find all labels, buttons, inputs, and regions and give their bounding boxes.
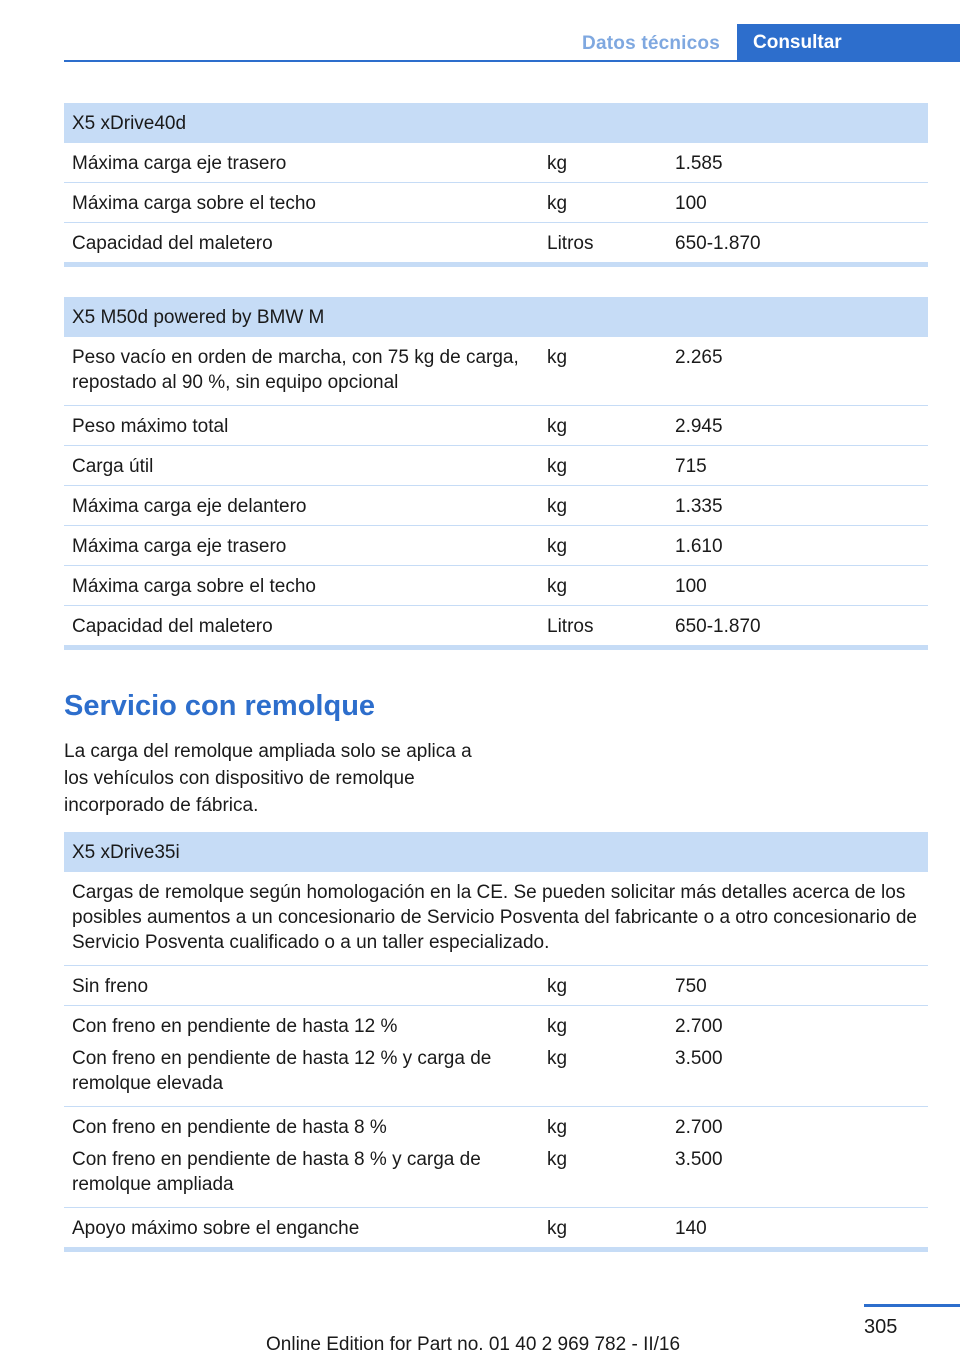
row-label: Con freno en pendiente de hasta 12 % y carga de remolque elevada bbox=[72, 1048, 492, 1094]
row-value: 100 bbox=[667, 566, 928, 606]
row-unit-group bbox=[539, 1107, 667, 1208]
row-label-group bbox=[64, 1107, 539, 1208]
table-title: X5 xDrive40d bbox=[64, 103, 928, 143]
row-label: Sin freno bbox=[64, 966, 539, 1006]
table-row bbox=[64, 446, 928, 486]
page-number: 305 bbox=[864, 1316, 898, 1338]
row-value-group bbox=[667, 1107, 928, 1208]
row-unit: kg bbox=[539, 526, 667, 566]
table-row bbox=[64, 1208, 928, 1250]
row-label: Máxima carga sobre el techo bbox=[64, 566, 539, 606]
row-label: Capacidad del maletero bbox=[64, 223, 539, 265]
table-row bbox=[64, 1107, 928, 1208]
table-row bbox=[64, 223, 928, 265]
table-row bbox=[64, 566, 928, 606]
table-title: X5 M50d powered by BMW M bbox=[64, 297, 928, 337]
row-label-group bbox=[64, 1006, 539, 1107]
table-row bbox=[64, 337, 928, 406]
row-unit: kg bbox=[539, 143, 667, 183]
row-label: Peso vacío en orden de marcha, con 75 kg de carga, repostado al 90 %, sin equipo opcional bbox=[64, 337, 539, 406]
row-label: Con freno en pendiente de hasta 12 % bbox=[72, 1016, 398, 1037]
table-note-row bbox=[64, 872, 928, 966]
row-label: Peso máximo total bbox=[64, 406, 539, 446]
row-value: 1.335 bbox=[667, 486, 928, 526]
row-value: 750 bbox=[667, 966, 928, 1006]
row-label: Máxima carga eje delantero bbox=[64, 486, 539, 526]
table-row bbox=[64, 966, 928, 1006]
row-value: 2.700 bbox=[675, 1117, 723, 1138]
row-unit: kg bbox=[539, 337, 667, 406]
table-note: Cargas de remolque según homologación en la CE. Se pueden solicitar más detalles acerca de los posibles aumentos a un concesionario de Servicio Posventa del fabricante o a otro concesionario de Servicio Posventa cualificado o a un taller especializado. bbox=[64, 872, 928, 966]
row-value: 2.945 bbox=[667, 406, 928, 446]
row-unit: kg bbox=[547, 1016, 568, 1037]
row-label: Apoyo máximo sobre el enganche bbox=[64, 1208, 539, 1250]
row-unit: Litros bbox=[539, 606, 667, 648]
table-title: X5 xDrive35i bbox=[64, 832, 928, 872]
row-value: 650-1.870 bbox=[667, 606, 928, 648]
row-value: 2.265 bbox=[667, 337, 928, 406]
table-row bbox=[64, 526, 928, 566]
table-row bbox=[64, 183, 928, 223]
header-section-label: Datos técnicos bbox=[582, 33, 720, 54]
table-row bbox=[64, 406, 928, 446]
section-body: La carga del remolque ampliada solo se aplica a los vehículos con dispositivo de remolque incorporado de fábrica. bbox=[64, 741, 472, 816]
edition-footer: Online Edition for Part no. 01 40 2 969 782 - II/16 bbox=[266, 1334, 681, 1355]
row-label: Máxima carga eje trasero bbox=[64, 143, 539, 183]
page-number-rule bbox=[864, 1304, 960, 1307]
row-unit: kg bbox=[539, 966, 667, 1006]
row-label: Con freno en pendiente de hasta 8 % y carga de remolque ampliada bbox=[72, 1149, 481, 1195]
row-value: 1.610 bbox=[667, 526, 928, 566]
row-unit: kg bbox=[547, 1048, 568, 1069]
row-value: 2.700 bbox=[675, 1016, 723, 1037]
row-unit: kg bbox=[547, 1117, 568, 1138]
row-unit: kg bbox=[539, 566, 667, 606]
row-value: 3.500 bbox=[675, 1048, 723, 1069]
row-value: 715 bbox=[667, 446, 928, 486]
row-value: 3.500 bbox=[675, 1149, 723, 1170]
row-value: 100 bbox=[667, 183, 928, 223]
row-label: Máxima carga sobre el techo bbox=[64, 183, 539, 223]
row-value: 650-1.870 bbox=[667, 223, 928, 265]
row-unit: kg bbox=[539, 446, 667, 486]
row-value: 1.585 bbox=[667, 143, 928, 183]
row-unit: kg bbox=[547, 1149, 568, 1170]
row-label: Máxima carga eje trasero bbox=[64, 526, 539, 566]
row-unit: Litros bbox=[539, 223, 667, 265]
row-label: Carga útil bbox=[64, 446, 539, 486]
spec-table-x5-xdrive40d bbox=[64, 103, 928, 267]
spec-table-x5-xdrive35i bbox=[64, 832, 928, 1252]
row-unit: kg bbox=[539, 486, 667, 526]
section-title: Servicio con remolque bbox=[64, 690, 376, 722]
table-row bbox=[64, 1006, 928, 1107]
row-value: 140 bbox=[667, 1208, 928, 1250]
header-tab-consultar[interactable]: Consultar bbox=[737, 24, 960, 62]
spec-table-x5-m50d bbox=[64, 297, 928, 650]
row-label: Con freno en pendiente de hasta 8 % bbox=[72, 1117, 387, 1138]
header-divider bbox=[64, 60, 960, 62]
row-unit-group bbox=[539, 1006, 667, 1107]
table-row bbox=[64, 606, 928, 648]
row-unit: kg bbox=[539, 183, 667, 223]
row-value-group bbox=[667, 1006, 928, 1107]
table-row bbox=[64, 143, 928, 183]
row-label: Capacidad del maletero bbox=[64, 606, 539, 648]
row-unit: kg bbox=[539, 406, 667, 446]
row-unit: kg bbox=[539, 1208, 667, 1250]
table-row bbox=[64, 486, 928, 526]
